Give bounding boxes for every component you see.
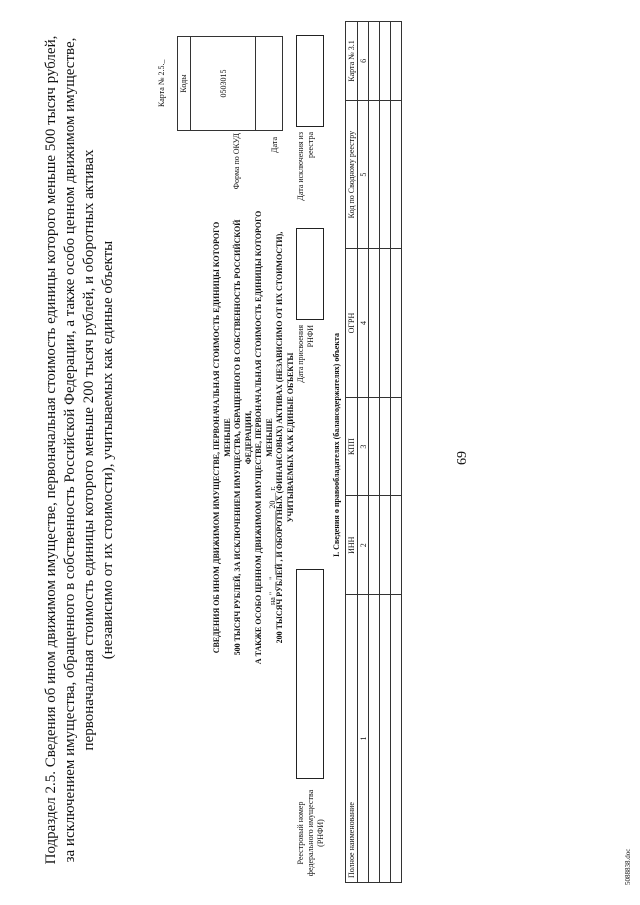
column-header: Код по Сводному реестру — [346, 100, 358, 249]
table-cell[interactable] — [369, 100, 380, 249]
table-cell[interactable] — [380, 397, 391, 496]
table-cell[interactable] — [391, 22, 402, 101]
column-number: 4 — [358, 249, 369, 397]
column-number: 2 — [358, 496, 369, 595]
form-title-line: 500 ТЫСЯЧ РУБЛЕЙ, ЗА ИСКЛЮЧЕНИЕМ ИМУЩЕСТВА, ОБРАЩЕННОГО В СОБСТВЕННОСТЬ РОССИЙСКОЙ ФЕДЕРАЦИИ, — [233, 219, 253, 656]
table-cell[interactable] — [369, 397, 380, 496]
column-header: ОГРН — [346, 249, 358, 397]
heading-line: первоначальная стоимость единицы которого меньше 200 тысяч рублей, и оборотных активах — [81, 149, 97, 751]
column-header: КПП — [346, 397, 358, 496]
table-cell[interactable] — [369, 22, 380, 101]
table-cell[interactable] — [380, 249, 391, 397]
table-number-row — [358, 22, 369, 883]
subsection-heading — [42, 20, 118, 880]
form-title-line: А ТАКЖЕ ОСОБО ЦЕННОМ ДВИЖИМОМ ИМУЩЕСТВЕ, ПЕРВОНАЧАЛЬНАЯ СТОИМОСТЬ ЕДИНИЦЫ КОТОРОГО МЕНЬШЕ — [254, 210, 274, 665]
table-cell[interactable] — [380, 100, 391, 249]
registry-number-field[interactable] — [296, 569, 324, 779]
form-title-line: СВЕДЕНИЯ ОБ ИНОМ ДВИЖИМОМ ИМУЩЕСТВЕ, ПЕРВОНАЧАЛЬНАЯ СТОИМОСТЬ ЕДИНИЦЫ КОТОРОГО МЕНЬШЕ — [212, 221, 232, 654]
column-number: 6 — [358, 22, 369, 101]
codes-box — [177, 36, 283, 131]
card-label: Карта № 2.5._ — [157, 59, 166, 107]
date-label: Дата — [270, 137, 279, 153]
form-title-line: УЧИТЫВАЕМЫХ КАК ЕДИНЫЕ ОБЪЕКТЫ — [285, 352, 295, 523]
table-cell[interactable] — [369, 595, 380, 883]
section-title: I. Сведения о правообладателях (балансодержателях) объекта — [332, 333, 341, 557]
report-date-line: на " __ " ________________ 20__ г. — [268, 486, 277, 605]
column-number: 3 — [358, 397, 369, 496]
column-header: Карта № 3.1 — [346, 22, 358, 101]
document-filename: 5088838.doc — [624, 848, 632, 885]
column-header: Полное наименование — [346, 595, 358, 883]
table-cell[interactable] — [391, 595, 402, 883]
page-number: 69 — [455, 451, 470, 465]
table-cell[interactable] — [369, 496, 380, 595]
column-number: 1 — [358, 595, 369, 883]
assign-date-label: Дата присвоения РНФИ — [296, 325, 315, 383]
heading-line: за исключением имущества, обращенного в собственность Российской Федерации, а также особо ценном движимом имуществе, — [62, 37, 78, 863]
heading-line: (независимо от их стоимости), учитываемых как единые объекты — [100, 240, 116, 660]
table-cell[interactable] — [391, 249, 402, 397]
form-title-line: 200 ТЫСЯЧ РУБЛЕЙ , И ОБОРОТНЫХ (ФИНАНСОВЫХ) АКТИВАХ (НЕЗАВИСИМО ОТ ИХ СТОИМОСТИ), — [275, 231, 284, 644]
date-cell[interactable] — [256, 37, 283, 130]
column-number: 5 — [358, 100, 369, 249]
table-row — [391, 22, 402, 883]
table-cell[interactable] — [391, 496, 402, 595]
heading-line: Подраздел 2.5. Сведения об ином движимом имуществе, первоначальная стоимость единицы которого меньше 500 тысяч рублей, — [43, 35, 59, 865]
owners-table — [345, 21, 402, 883]
exclude-date-label: Дата исключения из реестра — [296, 132, 315, 201]
table-cell[interactable] — [391, 397, 402, 496]
table-row — [380, 22, 391, 883]
exclude-date-field[interactable] — [296, 35, 324, 127]
form-title — [212, 210, 296, 665]
assign-date-field[interactable] — [296, 228, 324, 320]
table-cell[interactable] — [380, 595, 391, 883]
registry-number-label: Реестровый номер федерального имущества (РНФИ) — [296, 789, 325, 877]
table-header-row — [346, 22, 358, 883]
table-cell[interactable] — [369, 249, 380, 397]
okud-code: 0503015 — [191, 37, 256, 130]
codes-header: Коды — [178, 37, 191, 130]
table-cell[interactable] — [380, 22, 391, 101]
okud-label: Форма по ОКУД — [232, 133, 241, 190]
table-row — [369, 22, 380, 883]
table-cell[interactable] — [391, 100, 402, 249]
table-cell[interactable] — [380, 496, 391, 595]
column-header: ИНН — [346, 496, 358, 595]
